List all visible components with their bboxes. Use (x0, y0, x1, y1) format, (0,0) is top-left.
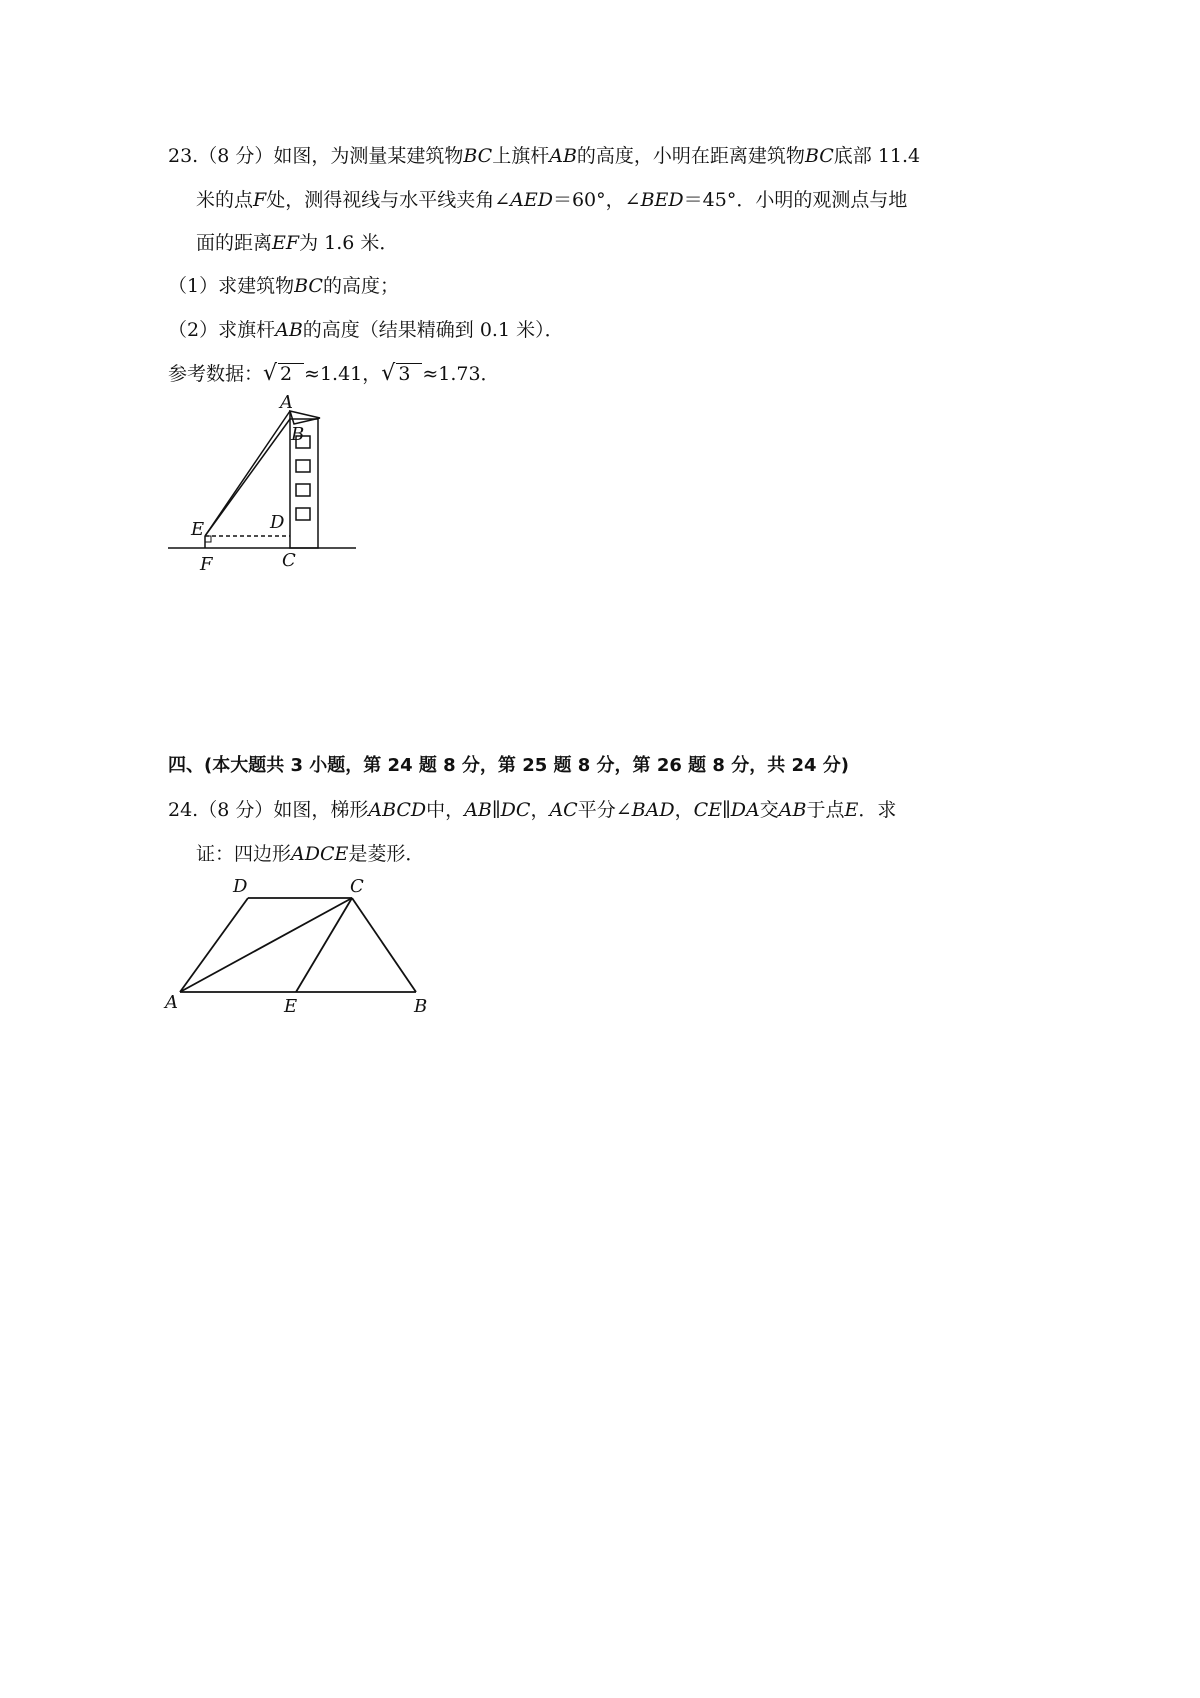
q23-text: 的高度； (322, 275, 399, 297)
q23-text: 底部 11.4 (833, 145, 921, 167)
q24-text: ， (674, 799, 694, 821)
q23-var: BC (294, 275, 323, 297)
segment-ac (180, 898, 352, 992)
label-a: A (280, 392, 293, 413)
sqrt3-radicand: 3 (396, 363, 422, 384)
segment-ce (296, 898, 352, 992)
q23-var: BC (804, 145, 834, 167)
q23-text: 的高度（结果精确到 0.1 米）． (302, 319, 564, 341)
q23-var: EF (272, 232, 300, 254)
q24-var: AB (778, 799, 807, 821)
q24-var: BAD (631, 799, 675, 821)
sqrt-icon: √ (263, 361, 278, 386)
q24-text: 中， (426, 799, 465, 821)
q24-text: 24.（8 分）如图，梯形 (168, 799, 369, 821)
q24-var: AC (549, 799, 578, 821)
label-b: B (414, 996, 428, 1017)
label-c: C (350, 876, 364, 897)
q23-var: BED (640, 189, 684, 211)
q23-text: （1）求建筑物 (168, 275, 295, 297)
segment-ad (180, 898, 248, 992)
q24-text: 证：四边形 (196, 843, 292, 865)
q24-var: DA (730, 799, 760, 821)
q23-var: AB (549, 145, 577, 167)
q24-text: 平分∠ (577, 799, 632, 821)
q23-text: 处，测得视线与水平线夹角∠ (266, 189, 511, 211)
q23-text: ＝60°，∠ (552, 189, 641, 211)
label-b: B (291, 424, 305, 445)
section-4-heading: 四、(本大题共 3 小题，第 24 题 8 分，第 25 题 8 分，第 26 题 8 分，共 24 分) (168, 755, 850, 776)
sqrt3-value: ≈1.73． (422, 363, 500, 385)
q23-text: 面的距离 (196, 232, 273, 254)
q23-var: F (253, 189, 267, 211)
q23-text: 米的点 (196, 189, 254, 211)
q23-var: BC (463, 145, 493, 167)
q24-text: ， (530, 799, 550, 821)
sqrt-icon: √ (381, 361, 396, 386)
q23-var: AED (510, 189, 553, 211)
q24-text: 是菱形． (348, 843, 425, 865)
q24-var: E (844, 799, 859, 821)
q24-text: 于点 (806, 799, 845, 821)
segment-bc (352, 898, 416, 992)
q24-var: DC (500, 799, 531, 821)
label-c: C (282, 550, 296, 571)
label-e: E (284, 996, 298, 1017)
q24-text: ．求 (858, 799, 897, 821)
q23-text: 的高度，小明在距离建筑物 (576, 145, 805, 167)
label-e: E (191, 519, 205, 540)
label-d: D (233, 876, 248, 897)
parallel-icon: ∥ (491, 799, 501, 821)
parallel-icon: ∥ (722, 799, 731, 821)
q24-var: AB (464, 799, 492, 821)
q24-var: ADCE (291, 843, 349, 865)
q23-var: AB (275, 319, 303, 341)
label-a: A (165, 992, 178, 1013)
q24-var: ABCD (368, 799, 427, 821)
label-f: F (200, 554, 213, 575)
q23-text: 上旗杆 (492, 145, 550, 167)
label-d: D (270, 512, 285, 533)
q23-text: ＝45°．小明的观测点与地 (683, 189, 908, 211)
reference-label: 参考数据： (168, 363, 264, 385)
sqrt2-value: ≈1.41， (304, 363, 382, 385)
q24-text: 交 (759, 799, 779, 821)
q23-text: 为 1.6 米． (299, 232, 399, 254)
q23-text: （2）求旗杆 (168, 319, 276, 341)
sqrt2-radicand: 2 (278, 363, 304, 384)
q23-text: 23.（8 分）如图，为测量某建筑物 (168, 145, 464, 167)
q24-var: CE (693, 799, 722, 821)
